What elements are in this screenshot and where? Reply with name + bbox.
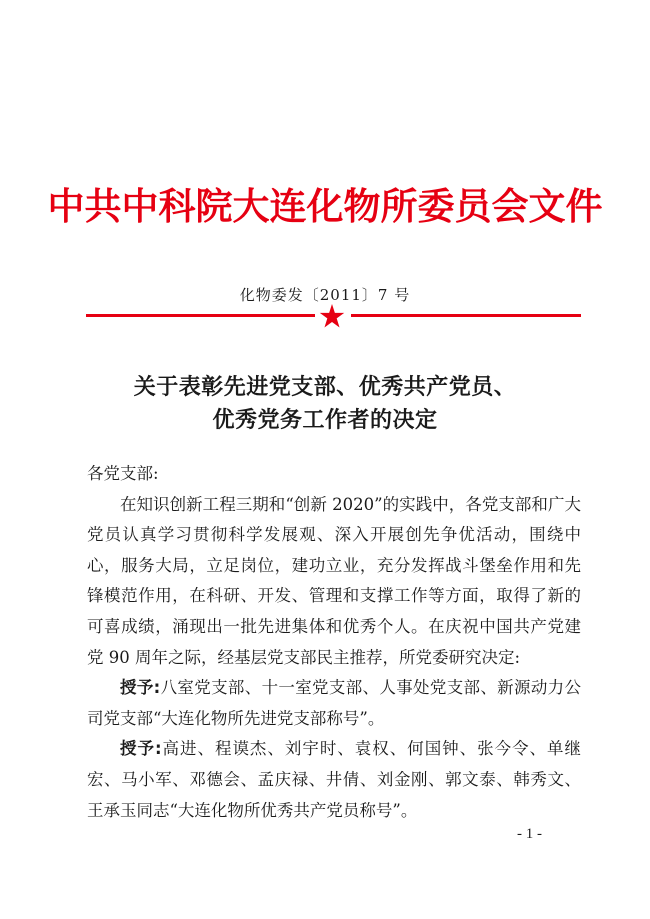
award-members (87, 734, 581, 826)
award-branches (87, 673, 581, 734)
award-label: 授予: (120, 739, 162, 759)
document-title-line-1: 关于表彰先进党支部、优秀共产党员、 (133, 374, 517, 400)
red-rule-right (351, 314, 581, 317)
document-masthead: 中共中科院大连化物所委员会文件 (47, 185, 603, 228)
red-star-icon (319, 303, 345, 329)
document-number: 化物委发〔2011〕7 号 (239, 286, 411, 304)
paragraph-intro: 在知识创新工程三期和“创新 2020”的实践中，各党支部和广大党员认真学习贯彻科学发展观、深入开展创先争优活动，围绕中心，服务大局，立足岗位，建功立业，充分发挥战斗堡垒作用和先锋模范作用，在科研、开发、管理和支撑工作等方面，取得了新的可喜成绩，涌现出一批先进集体和优秀个人。在庆祝中国共产党建党 90 周年之际，经基层党支部民主推荐，所党委研究决定: (87, 494, 581, 667)
award-label: 授予: (120, 678, 161, 698)
document-body (87, 459, 581, 826)
red-rule-left (86, 314, 315, 317)
award-text: 高进、程谟杰、刘宇时、袁权、何国钟、张今令、单继宏、马小军、邓德会、孟庆禄、井倩、刘金刚、郭文泰、韩秀文、王承玉同志“大连化物所优秀共产党员称号”。 (87, 739, 581, 820)
document-title-line-2: 优秀党务工作者的决定 (212, 407, 438, 433)
award-text: 八室党支部、十一室党支部、人事处党支部、新源动力公司党支部“大连化物所先进党支部称号”。 (87, 678, 581, 728)
salutation: 各党支部: (87, 464, 159, 483)
page-number: - 1 - (517, 826, 542, 842)
